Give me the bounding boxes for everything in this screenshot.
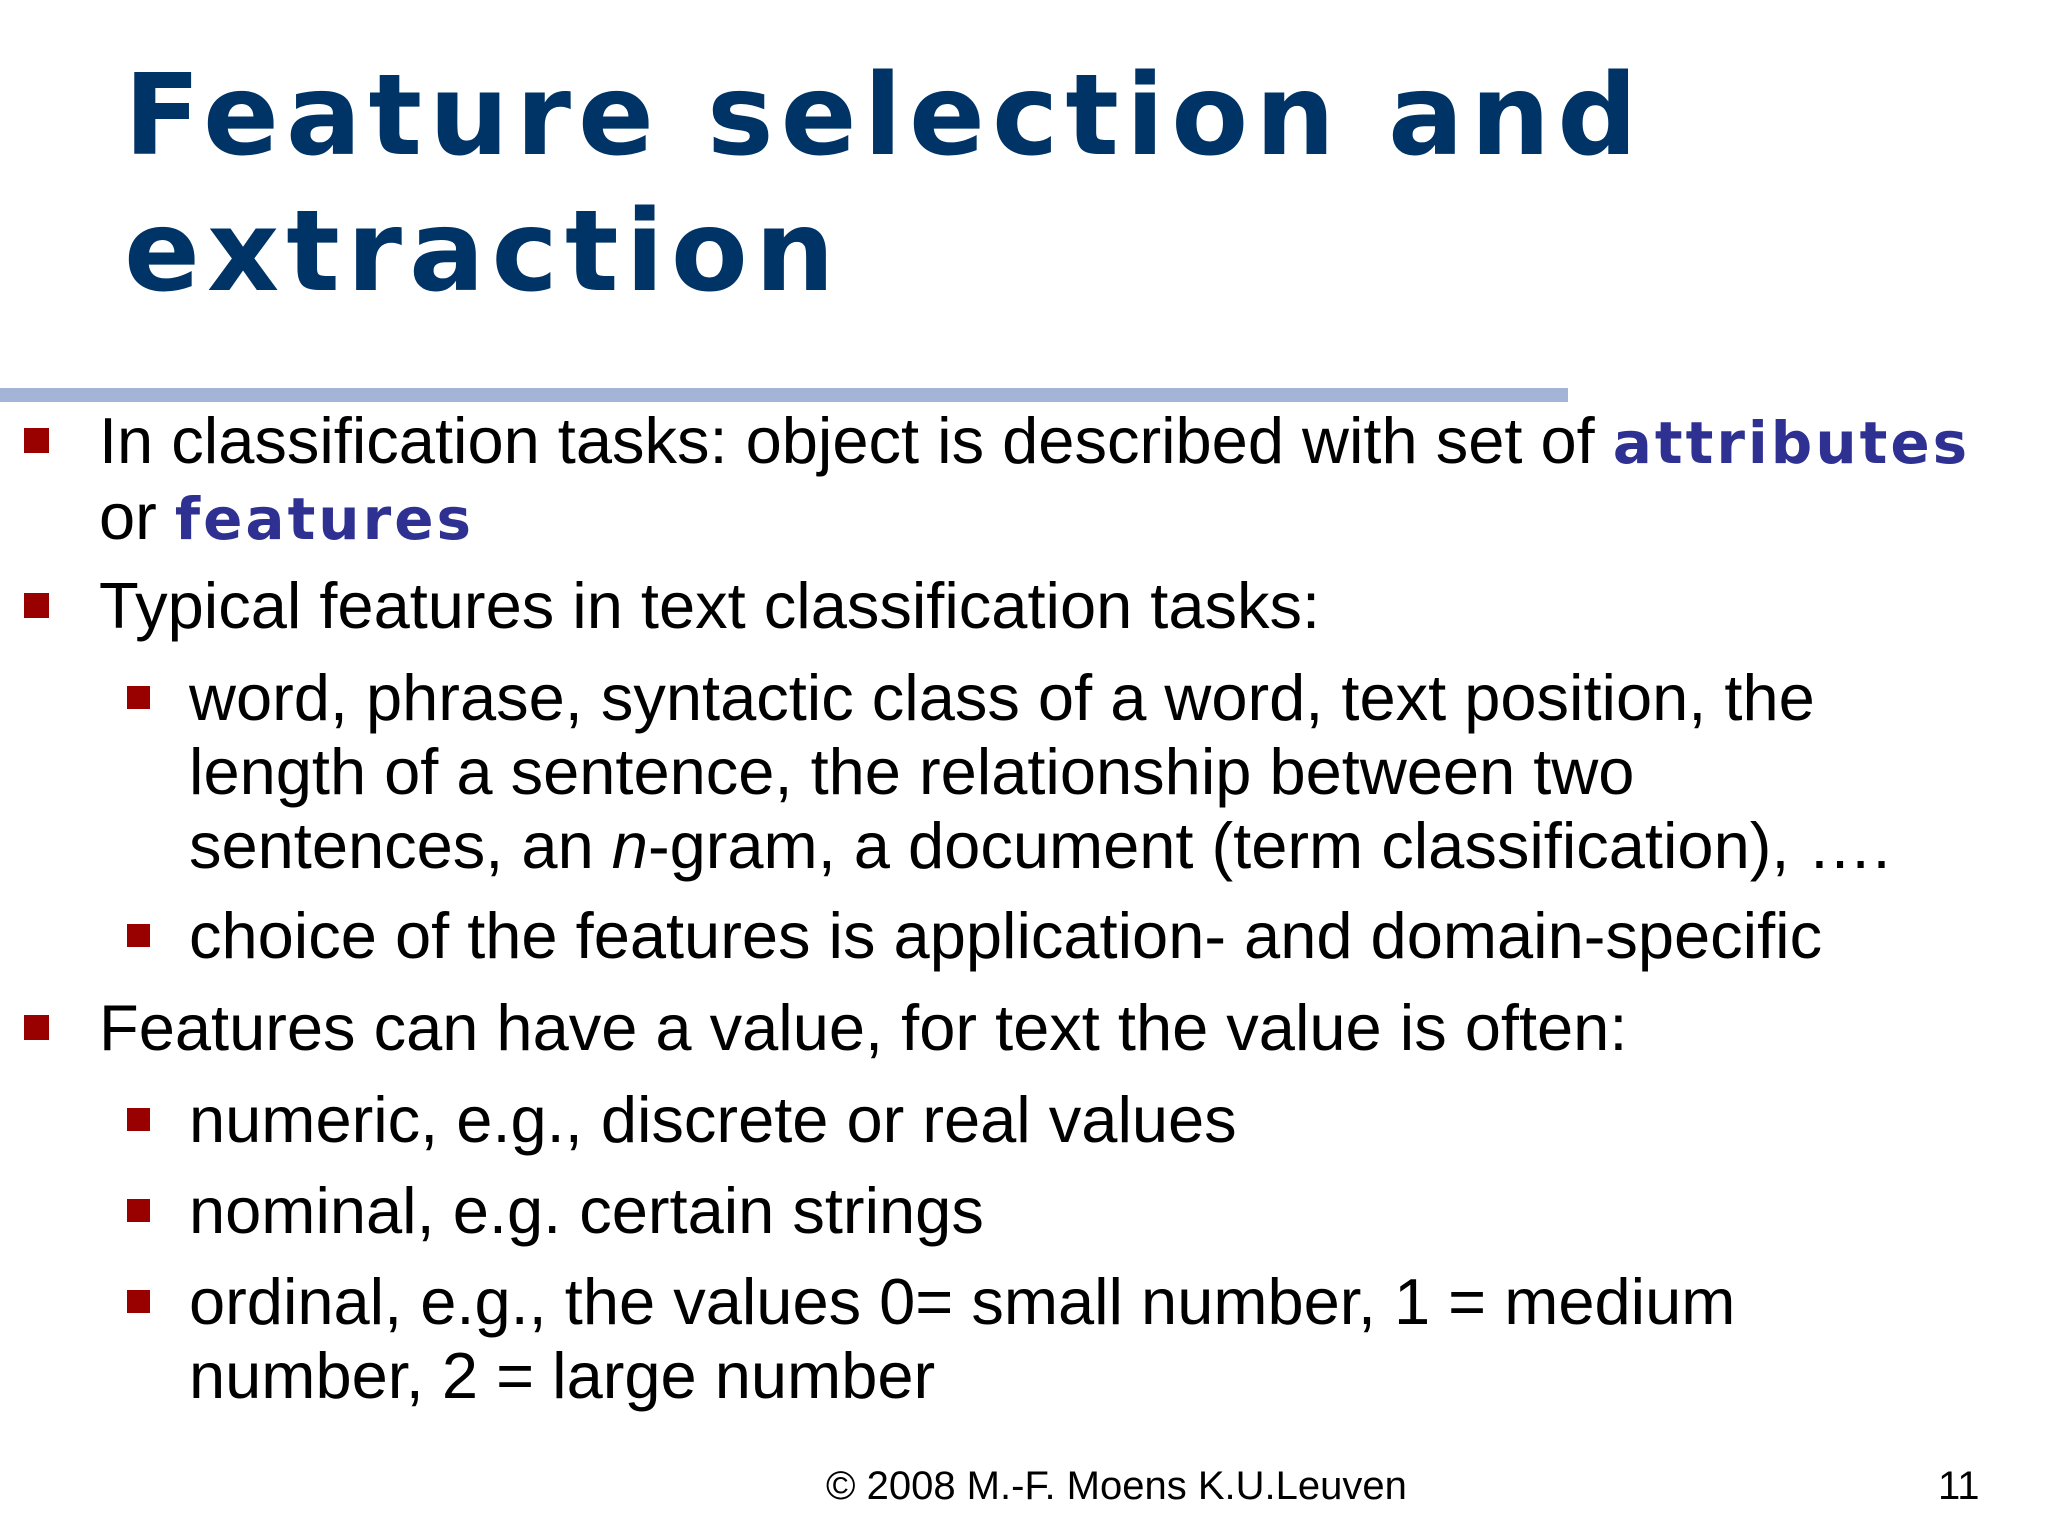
bullet-line <box>99 404 1970 480</box>
bullet-line <box>99 480 1970 556</box>
bullet-line <box>189 809 1891 883</box>
square-bullet-icon <box>24 428 49 453</box>
bullet-text: Features can have a value, for text the value is often: <box>99 991 1628 1064</box>
bullet-text: nominal, e.g. certain strings <box>189 1174 984 1247</box>
square-bullet-icon <box>24 593 49 618</box>
bullet-text: number, 2 = large number <box>189 1339 936 1412</box>
slide-number: 11 <box>1938 1464 1980 1508</box>
bullet-feature-values <box>99 991 1627 1065</box>
bullet-text: -gram, a document (term classification), …. <box>647 809 1891 882</box>
subbullet-numeric <box>189 1083 1237 1157</box>
keyword-attributes: attributes <box>1612 409 1971 477</box>
slide-title <box>124 48 1644 320</box>
title-divider <box>0 388 1568 402</box>
bullet-text: Typical features in text classification tasks: <box>99 569 1321 642</box>
subbullet-feature-choice <box>189 899 1822 973</box>
bullet-classification-tasks <box>99 404 1970 556</box>
square-bullet-icon <box>127 1108 150 1131</box>
subbullet-feature-examples <box>189 661 1891 883</box>
subbullet-nominal <box>189 1174 984 1248</box>
bullet-text: sentences, an <box>189 809 612 882</box>
bullet-text: or <box>99 480 175 553</box>
title-line-1: Feature selection and <box>124 51 1645 181</box>
subbullet-ordinal <box>189 1265 1735 1413</box>
square-bullet-icon <box>127 1199 150 1222</box>
square-bullet-icon <box>127 924 150 947</box>
square-bullet-icon <box>127 1290 150 1313</box>
bullet-text: choice of the features is application- and domain-specific <box>189 899 1823 972</box>
italic-n: n <box>611 809 648 882</box>
bullet-text: length of a sentence, the relationship between two <box>189 735 1635 808</box>
bullet-text: In classification tasks: object is described with set of <box>99 404 1613 477</box>
footer-copyright: © 2008 M.-F. Moens K.U.Leuven <box>826 1464 1407 1508</box>
bullet-typical-features <box>99 569 1320 643</box>
title-line-2: extraction <box>124 187 842 317</box>
keyword-features: features <box>174 485 475 553</box>
bullet-text: numeric, e.g., discrete or real values <box>189 1083 1237 1156</box>
square-bullet-icon <box>127 686 150 709</box>
bullet-text: word, phrase, syntactic class of a word, text position, the <box>189 661 1815 734</box>
bullet-text: ordinal, e.g., the values 0= small number, 1 = medium <box>189 1265 1736 1338</box>
square-bullet-icon <box>24 1015 49 1040</box>
